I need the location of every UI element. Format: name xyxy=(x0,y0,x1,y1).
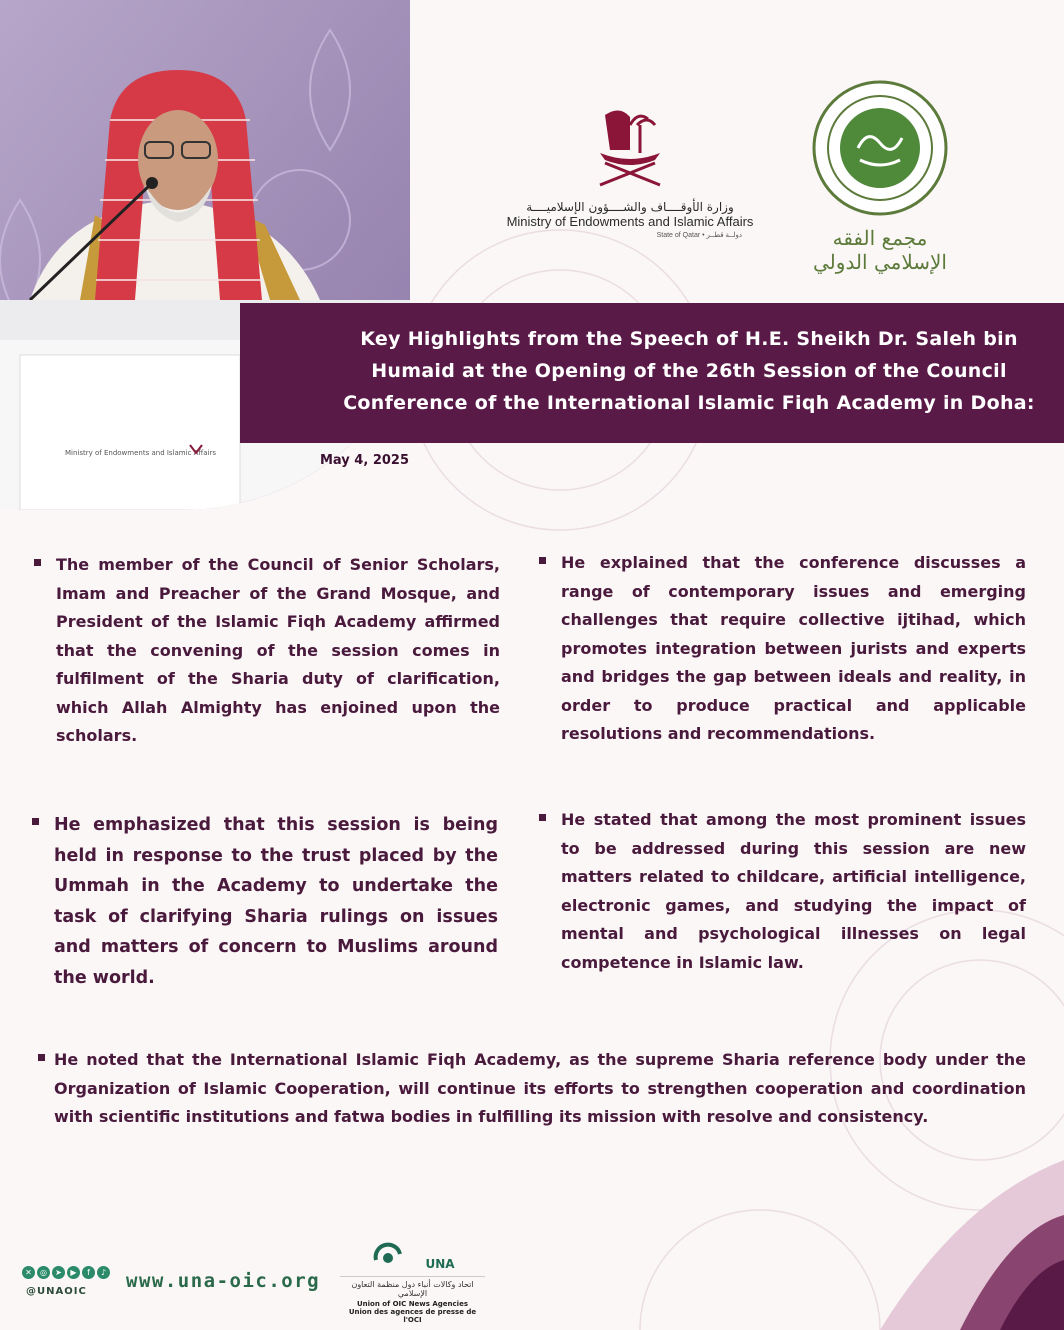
tiktok-icon[interactable]: ♪ xyxy=(97,1266,110,1279)
academy-seal-icon xyxy=(810,78,950,218)
website-link[interactable]: www.una-oic.org xyxy=(126,1270,321,1292)
social-handle: @UNAOIC xyxy=(26,1286,87,1297)
publish-date: May 4, 2025 xyxy=(320,453,410,468)
bullet-marker xyxy=(32,818,39,825)
social-links xyxy=(22,1266,110,1279)
youtube-icon[interactable]: ▶ xyxy=(67,1266,80,1279)
highlight-text: He explained that the conference discusses a range of contemporary issues and emerging challenges that require collective ijtihad, which promotes integration between jurists and experts and bridges the gap between ideals and reality, in order to produce practical and applicable resolutions and recommendations. xyxy=(561,553,1026,743)
highlight-text: He stated that among the most prominent issues to be addressed during this session are new matters related to childcare, artificial intelligence, electronic games, and studying the impact of mental and psychological illnesses on legal competence in Islamic law. xyxy=(561,810,1026,972)
facebook-icon[interactable]: f xyxy=(82,1266,95,1279)
highlight-text: He noted that the International Islamic Fiqh Academy, as the supreme Sharia reference body under the Organization of Islamic Cooperation, will continue its efforts to strengthen cooperation and coordination with scientific institutions and fatwa bodies in fulfilling its mission with resolve and consistency. xyxy=(54,1050,1026,1126)
bullet-marker xyxy=(539,814,546,821)
telegram-icon[interactable]: ➤ xyxy=(52,1266,65,1279)
una-name-en: Union of OIC News Agencies xyxy=(356,1300,468,1308)
una-logo xyxy=(340,1238,485,1324)
highlight-item xyxy=(561,806,1026,977)
page-title: Key Highlights from the Speech of H.E. Sheikh Dr. Saleh bin Humaid at the Opening of the 26th Session of the Council Conference of the International Islamic Fiqh Academy in Doha: xyxy=(343,328,1035,414)
una-name-fr: Union des agences de presse de l'OCI xyxy=(348,1308,477,1324)
highlight-item xyxy=(54,810,498,993)
academy-logo xyxy=(800,78,960,274)
una-emblem-icon xyxy=(370,1238,420,1268)
highlight-item xyxy=(561,549,1026,749)
x-icon[interactable]: ✕ xyxy=(22,1266,35,1279)
ministry-state: State of Qatar • دولــة قطــر xyxy=(656,232,742,239)
qatar-emblem-icon xyxy=(585,105,675,190)
ministry-name-ar: وزارة الأوقــــاف والشــــؤون الإسلاميــــة xyxy=(526,200,734,214)
logo-bar xyxy=(480,70,1040,274)
una-name-ar: اتحاد وكالات أنباء دول منظمة التعاون الإسلامي xyxy=(340,1276,485,1298)
una-name: UNA xyxy=(425,1257,455,1271)
bullet-marker xyxy=(539,557,546,564)
highlight-text: The member of the Council of Senior Scholars, Imam and Preacher of the Grand Mosque, and President of the Islamic Fiqh Academy affirmed that the convening of the session comes in fulfilment of the Sharia duty of clarification, which Allah Almighty has enjoined upon the scholars. xyxy=(56,555,500,745)
highlight-text: He emphasized that this session is being held in response to the trust placed by the Ummah in the Academy to undertake the task of clarifying Sharia rulings on issues and matters of concern to Muslims around the world. xyxy=(54,815,498,988)
footer xyxy=(0,1230,1064,1330)
highlight-item xyxy=(54,1046,1026,1132)
instagram-icon[interactable]: ◎ xyxy=(37,1266,50,1279)
svg-text:Ministry of Endowments and Isl: Ministry of Endowments and Islamic Affairs xyxy=(65,449,217,457)
bullet-marker xyxy=(34,559,41,566)
ministry-logo xyxy=(500,105,760,265)
ministry-name-en: Ministry of Endowments and Islamic Affairs xyxy=(506,214,754,229)
highlight-item xyxy=(56,551,500,751)
academy-name-ar: مجمع الفقه الإسلامي الدولي xyxy=(813,226,947,274)
bullet-marker xyxy=(38,1054,45,1061)
